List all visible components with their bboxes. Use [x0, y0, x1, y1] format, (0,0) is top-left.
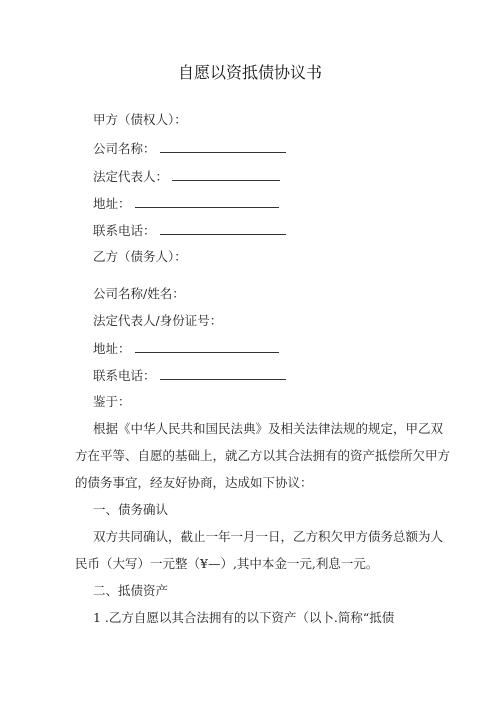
party-b-address-row — [93, 340, 279, 357]
party-b-phone-blank — [160, 367, 286, 380]
document-title: 自愿以资抵债协议书 — [177, 63, 322, 82]
party-b-address-label: 地址： — [93, 341, 131, 356]
party-a-company-label: 公司名称： — [93, 141, 156, 156]
party-a-phone-blank — [160, 222, 286, 235]
section-2-heading: 二、抵债资产 — [93, 583, 169, 598]
party-b-heading: 乙方（债务人）： — [93, 249, 187, 264]
party-a-company-blank — [160, 140, 286, 153]
whereas-label: 鉴于： — [93, 394, 131, 409]
party-b-phone-label: 联系电话： — [93, 368, 156, 383]
paragraph-1-line-1: 根据《中华人民共和国民法典》及相关法律法规的规定，甲乙双 — [93, 421, 444, 436]
party-a-legal-rep-blank — [172, 168, 280, 181]
party-b-legal-rep-label: 法定代表人/身份证号： — [93, 313, 223, 328]
party-b-address-blank — [135, 340, 279, 353]
party-a-address-blank — [135, 195, 279, 208]
section-1-line-2: 民币（大写）一元整（¥—）,其中本金一元,利息一元。 — [75, 556, 379, 571]
party-b-company-label: 公司名称/姓名： — [93, 286, 185, 301]
party-a-company-row — [93, 140, 286, 157]
section-1-heading: 一、债务确认 — [93, 502, 169, 517]
party-a-legal-rep-label: 法定代表人： — [93, 169, 169, 184]
party-a-heading: 甲方（债权人）： — [93, 112, 187, 127]
party-b-phone-row — [93, 367, 286, 384]
party-a-legal-rep-row — [93, 168, 280, 185]
paragraph-1-line-3: 的债务事宜，经友好协商，达成如下协议： — [75, 475, 313, 490]
section-1-line-1: 双方共同确认，截止一年一月一日，乙方积欠甲方债务总额为人 — [93, 529, 444, 544]
party-a-address-label: 地址： — [93, 196, 131, 211]
party-a-address-row — [93, 195, 279, 212]
party-a-phone-row — [93, 222, 286, 239]
paragraph-1-line-2: 方在平等、自愿的基础上，就乙方以其合法拥有的资产抵偿所欠甲方 — [75, 448, 451, 463]
party-a-phone-label: 联系电话： — [93, 223, 156, 238]
section-2-item-1: 1 .乙方自愿以其合法拥有的以下资产（以卜.简称“抵债 — [93, 610, 395, 625]
